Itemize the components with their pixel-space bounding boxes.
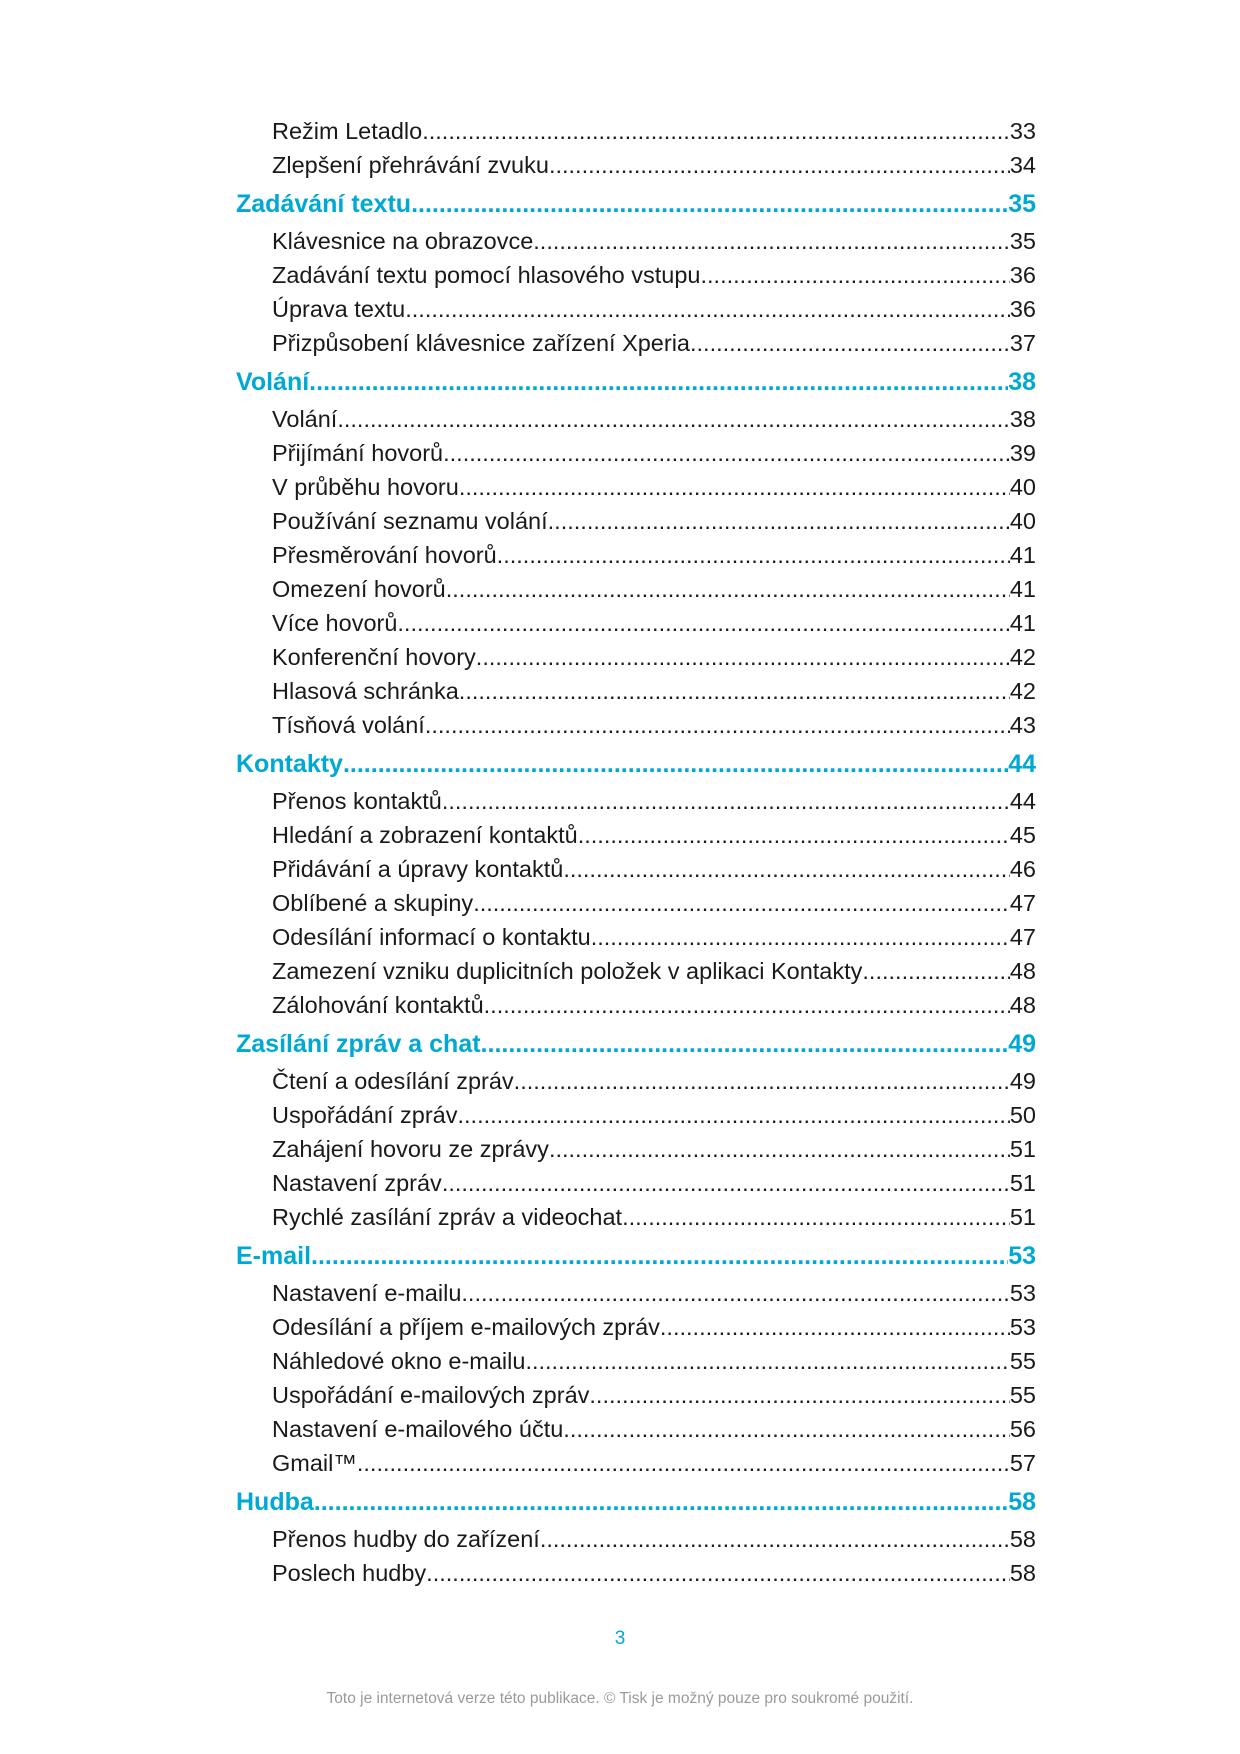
toc-section-entry[interactable] xyxy=(236,1276,1036,1310)
toc-page-number: 48 xyxy=(1009,958,1036,984)
toc-dot-leader xyxy=(337,402,1010,436)
page-number: 3 xyxy=(614,1628,626,1649)
toc-section-entry[interactable] xyxy=(236,258,1036,292)
toc-section-title: Nastavení zpráv xyxy=(272,1170,442,1196)
toc-dot-leader xyxy=(314,1480,1008,1522)
toc-page-number: 44 xyxy=(1008,750,1036,778)
toc-section-title: Volání xyxy=(272,406,338,432)
toc-section-entry[interactable] xyxy=(236,988,1036,1022)
toc-section-entry[interactable] xyxy=(236,954,1036,988)
toc-dot-leader xyxy=(548,504,1010,538)
toc-section-entry[interactable] xyxy=(236,148,1036,182)
toc-section-title: Přenos hudby do zařízení xyxy=(272,1526,540,1552)
toc-section-title: Hlasová schránka xyxy=(272,678,459,704)
toc-page-number: 33 xyxy=(1009,118,1036,144)
toc-page-number: 36 xyxy=(1009,262,1036,288)
toc-section-entry[interactable] xyxy=(236,1132,1036,1166)
toc-section-title: Odesílání a příjem e-mailových zpráv xyxy=(272,1314,660,1340)
toc-dot-leader xyxy=(549,148,1010,182)
toc-page-number: 55 xyxy=(1009,1348,1036,1374)
toc-page-number: 37 xyxy=(1009,330,1036,356)
toc-section-entry[interactable] xyxy=(236,1098,1036,1132)
toc-section-title: Přesměrování hovorů xyxy=(272,542,497,568)
toc-page-number: 41 xyxy=(1009,542,1036,568)
toc-page-number: 58 xyxy=(1008,1488,1036,1516)
toc-dot-leader xyxy=(459,674,1010,708)
toc-section-entry[interactable] xyxy=(236,402,1036,436)
toc-page-number: 44 xyxy=(1009,788,1036,814)
toc-chapter-title: Kontakty xyxy=(236,750,343,778)
toc-dot-leader xyxy=(411,182,1008,224)
toc-dot-leader xyxy=(622,1200,1010,1234)
toc-dot-leader xyxy=(442,1166,1010,1200)
toc-section-entry[interactable] xyxy=(236,818,1036,852)
toc-section-title: Režim Letadlo xyxy=(272,118,423,144)
toc-dot-leader xyxy=(397,606,1009,640)
toc-section-entry[interactable] xyxy=(236,224,1036,258)
toc-section-entry[interactable] xyxy=(236,292,1036,326)
toc-chapter-entry[interactable] xyxy=(236,1480,1036,1522)
toc-dot-leader xyxy=(426,1556,1010,1590)
toc-page-number: 49 xyxy=(1009,1068,1036,1094)
toc-dot-leader xyxy=(589,1378,1009,1412)
toc-page-number: 45 xyxy=(1009,822,1036,848)
toc-dot-leader xyxy=(549,1132,1010,1166)
toc-chapter-entry[interactable] xyxy=(236,360,1036,402)
toc-section-entry[interactable] xyxy=(236,1556,1036,1590)
toc-section-title: Nastavení e-mailového účtu xyxy=(272,1416,564,1442)
toc-chapter-entry[interactable] xyxy=(236,742,1036,784)
toc-section-entry[interactable] xyxy=(236,1200,1036,1234)
toc-page-number: 35 xyxy=(1008,190,1036,218)
toc-chapter-title: E-mail xyxy=(236,1242,312,1270)
toc-page-number: 40 xyxy=(1009,508,1036,534)
toc-chapter-title: Zadávání textu xyxy=(236,190,412,218)
toc-page-number: 43 xyxy=(1009,712,1036,738)
toc-section-title: Více hovorů xyxy=(272,610,398,636)
toc-section-entry[interactable] xyxy=(236,1166,1036,1200)
toc-section-title: Gmail™ xyxy=(272,1450,357,1476)
toc-dot-leader xyxy=(461,1276,1009,1310)
toc-chapter-title: Volání xyxy=(236,368,310,396)
toc-page-number: 41 xyxy=(1009,576,1036,602)
toc-section-entry[interactable] xyxy=(236,504,1036,538)
toc-dot-leader xyxy=(862,954,1009,988)
toc-dot-leader xyxy=(446,572,1010,606)
toc-dot-leader xyxy=(425,708,1010,742)
toc-section-title: Hledání a zobrazení kontaktů xyxy=(272,822,578,848)
toc-section-title: Používání seznamu volání xyxy=(272,508,548,534)
toc-dot-leader xyxy=(422,114,1010,148)
toc-section-title: Zahájení hovoru ze zprávy xyxy=(272,1136,549,1162)
toc-section-title: Čtení a odesílání zpráv xyxy=(272,1068,514,1094)
toc-page-number: 41 xyxy=(1009,610,1036,636)
toc-section-title: Přidávání a úpravy kontaktů xyxy=(272,856,564,882)
toc-dot-leader xyxy=(458,1098,1010,1132)
toc-dot-leader xyxy=(481,1022,1009,1064)
toc-section-title: Zálohování kontaktů xyxy=(272,992,484,1018)
toc-section-title: Náhledové okno e-mailu xyxy=(272,1348,526,1374)
toc-chapter-entry[interactable] xyxy=(236,182,1036,224)
toc-dot-leader xyxy=(476,640,1010,674)
toc-page-number: 35 xyxy=(1009,228,1036,254)
toc-section-title: Konferenční hovory xyxy=(272,644,476,670)
toc-section-entry[interactable] xyxy=(236,640,1036,674)
toc-dot-leader xyxy=(563,1412,1010,1446)
toc-page-number: 40 xyxy=(1009,474,1036,500)
toc-section-entry[interactable] xyxy=(236,784,1036,818)
toc-page-number: 55 xyxy=(1009,1382,1036,1408)
toc-dot-leader xyxy=(578,818,1010,852)
toc-page-number: 49 xyxy=(1008,1030,1036,1058)
toc-section-title: Uspořádání e-mailových zpráv xyxy=(272,1382,590,1408)
toc-section-title: Zadávání textu pomocí hlasového vstupu xyxy=(272,262,701,288)
toc-section-entry[interactable] xyxy=(236,436,1036,470)
toc-page-number: 51 xyxy=(1009,1136,1036,1162)
toc-dot-leader xyxy=(473,886,1010,920)
toc-section-entry[interactable] xyxy=(236,326,1036,360)
toc-section-entry[interactable] xyxy=(236,920,1036,954)
toc-dot-leader xyxy=(442,784,1010,818)
toc-section-title: V průběhu hovoru xyxy=(272,474,459,500)
table-of-contents xyxy=(236,114,1036,1590)
toc-section-entry[interactable] xyxy=(236,114,1036,148)
toc-page-number: 53 xyxy=(1009,1280,1036,1306)
footer-note: Toto je internetová verze této publikace. © Tisk je možný pouze pro soukromé použití. xyxy=(326,1690,914,1707)
toc-section-title: Uspořádání zpráv xyxy=(272,1102,458,1128)
toc-section-entry[interactable] xyxy=(236,708,1036,742)
toc-page-number: 58 xyxy=(1009,1526,1036,1552)
toc-section-entry[interactable] xyxy=(236,1522,1036,1556)
toc-section-entry[interactable] xyxy=(236,1378,1036,1412)
toc-dot-leader xyxy=(484,988,1010,1022)
toc-chapter-entry[interactable] xyxy=(236,1022,1036,1064)
toc-section-title: Úprava textu xyxy=(272,296,406,322)
toc-dot-leader xyxy=(690,326,1010,360)
toc-page-number: 47 xyxy=(1009,890,1036,916)
toc-section-title: Omezení hovorů xyxy=(272,576,446,602)
toc-section-title: Poslech hudby xyxy=(272,1560,427,1586)
toc-chapter-title: Zasílání zpráv a chat xyxy=(236,1030,481,1058)
toc-dot-leader xyxy=(701,258,1010,292)
toc-section-title: Odesílání informací o kontaktu xyxy=(272,924,591,950)
toc-dot-leader xyxy=(514,1064,1010,1098)
toc-dot-leader xyxy=(563,852,1010,886)
toc-section-title: Přenos kontaktů xyxy=(272,788,442,814)
toc-section-entry[interactable] xyxy=(236,1344,1036,1378)
toc-section-entry[interactable] xyxy=(236,606,1036,640)
toc-page-number: 51 xyxy=(1009,1204,1036,1230)
toc-page-number: 42 xyxy=(1009,678,1036,704)
toc-chapter-title: Hudba xyxy=(236,1488,314,1516)
toc-section-title: Přizpůsobení klávesnice zařízení Xperia xyxy=(272,330,690,356)
toc-page-number: 56 xyxy=(1009,1416,1036,1442)
toc-dot-leader xyxy=(311,1234,1008,1276)
toc-page-number: 53 xyxy=(1008,1242,1036,1270)
toc-page-number: 36 xyxy=(1009,296,1036,322)
toc-section-entry[interactable] xyxy=(236,1446,1036,1480)
toc-dot-leader xyxy=(357,1446,1010,1480)
toc-section-entry[interactable] xyxy=(236,572,1036,606)
toc-dot-leader xyxy=(533,224,1010,258)
toc-section-title: Oblíbené a skupiny xyxy=(272,890,474,916)
toc-page-number: 58 xyxy=(1009,1560,1036,1586)
toc-section-entry[interactable] xyxy=(236,1412,1036,1446)
toc-page-number: 39 xyxy=(1009,440,1036,466)
toc-section-entry[interactable] xyxy=(236,852,1036,886)
toc-page-number: 42 xyxy=(1009,644,1036,670)
toc-dot-leader xyxy=(591,920,1010,954)
toc-page-number: 38 xyxy=(1009,406,1036,432)
toc-section-entry[interactable] xyxy=(236,538,1036,572)
toc-dot-leader xyxy=(443,436,1010,470)
toc-dot-leader xyxy=(459,470,1010,504)
toc-page-number: 50 xyxy=(1009,1102,1036,1128)
toc-section-title: Zlepšení přehrávání zvuku xyxy=(272,152,549,178)
toc-section-entry[interactable] xyxy=(236,886,1036,920)
toc-section-entry[interactable] xyxy=(236,1310,1036,1344)
toc-section-entry[interactable] xyxy=(236,470,1036,504)
toc-section-title: Přijímání hovorů xyxy=(272,440,444,466)
toc-page-number: 34 xyxy=(1009,152,1036,178)
toc-dot-leader xyxy=(525,1344,1009,1378)
toc-page-number: 57 xyxy=(1009,1450,1036,1476)
toc-dot-leader xyxy=(497,538,1010,572)
toc-page-number: 38 xyxy=(1008,368,1036,396)
toc-section-entry[interactable] xyxy=(236,674,1036,708)
toc-page-number: 48 xyxy=(1009,992,1036,1018)
toc-dot-leader xyxy=(309,360,1008,402)
toc-dot-leader xyxy=(660,1310,1010,1344)
toc-page-number: 46 xyxy=(1009,856,1036,882)
toc-section-title: Rychlé zasílání zpráv a videochat xyxy=(272,1204,623,1230)
toc-section-title: Zamezení vzniku duplicitních položek v aplikaci Kontakty xyxy=(272,958,863,984)
toc-dot-leader xyxy=(540,1522,1010,1556)
toc-page-number: 53 xyxy=(1009,1314,1036,1340)
toc-dot-leader xyxy=(405,292,1010,326)
toc-section-entry[interactable] xyxy=(236,1064,1036,1098)
toc-chapter-entry[interactable] xyxy=(236,1234,1036,1276)
toc-page-number: 51 xyxy=(1009,1170,1036,1196)
toc-section-title: Tísňová volání xyxy=(272,712,425,738)
toc-dot-leader xyxy=(343,742,1008,784)
toc-section-title: Klávesnice na obrazovce xyxy=(272,228,534,254)
toc-page-number: 47 xyxy=(1009,924,1036,950)
toc-section-title: Nastavení e-mailu xyxy=(272,1280,462,1306)
